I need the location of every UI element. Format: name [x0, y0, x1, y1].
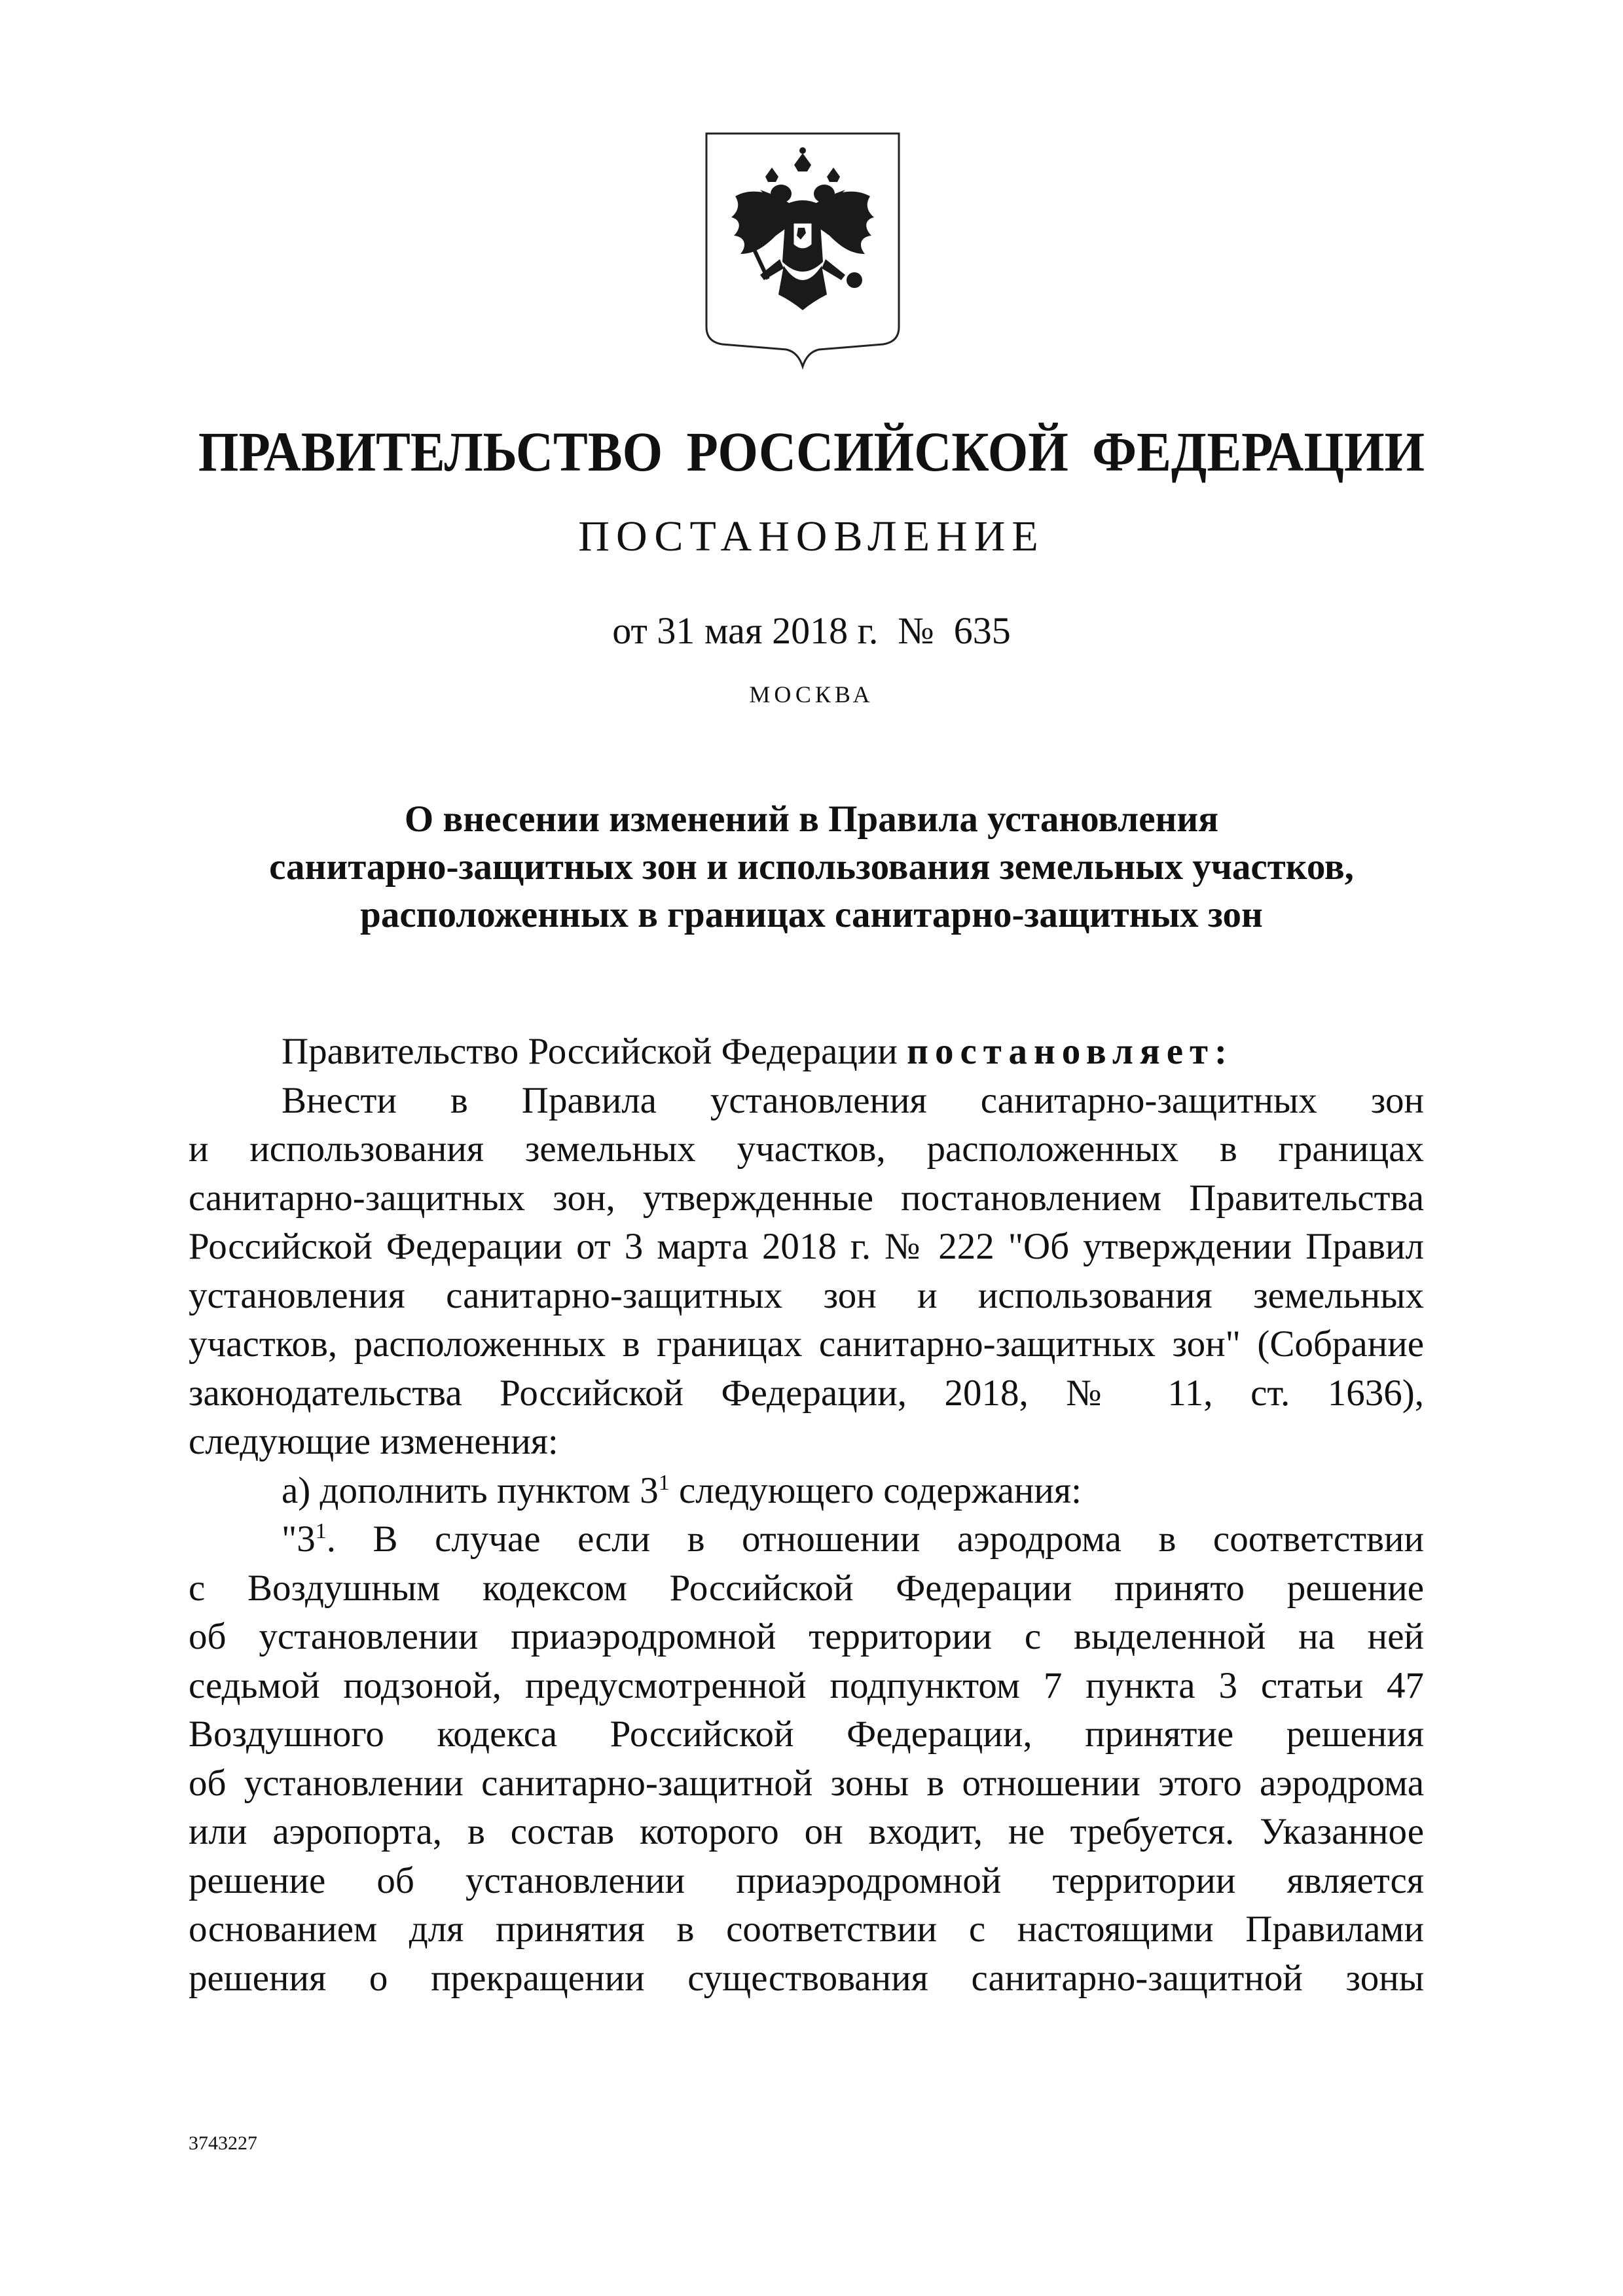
body-text: следующего содержания:: [669, 1469, 1082, 1511]
body-text: Правительство Российской Федерации: [282, 1031, 907, 1072]
quote-open: "3: [282, 1518, 316, 1560]
body-line: Воздушного кодекса Российской Федерации, принятие решения: [189, 1713, 1424, 1755]
body-line: об установлении приаэродромной территории с выделенной на ней: [189, 1616, 1424, 1657]
coat-of-arms-emblem: [702, 131, 903, 370]
document-body: [189, 1028, 1424, 2003]
body-line: седьмой подзоной, предусмотренной подпунктом 7 пункта 3 статьи 47: [189, 1664, 1424, 1706]
body-line: основанием для принятия в соответствии с настоящими Правилами: [189, 1909, 1424, 1950]
document-date-line: [0, 609, 1623, 653]
body-line: участков, расположенных в границах санитарно-защитных зон" (Собрание: [189, 1323, 1424, 1365]
body-line: Российской Федерации от 3 марта 2018 г. № 222 "Об утверждении Правил: [189, 1226, 1424, 1267]
body-line: [189, 1028, 1424, 1077]
body-line: установления санитарно-защитных зон и использования земельных: [189, 1274, 1424, 1316]
double-headed-eagle-icon: [702, 131, 903, 370]
decree-word: постановляет:: [907, 1031, 1234, 1072]
document-type: ПОСТАНОВЛЕНИЕ: [578, 512, 1045, 560]
number-sign: №: [898, 609, 934, 652]
body-text: . В случае если в отношении аэродрома в соответствии: [326, 1518, 1424, 1560]
body-line: с Воздушным кодексом Российской Федерации принято решение: [189, 1567, 1424, 1609]
government-title: ПРАВИТЕЛЬСТВО РОССИЙСКОЙ ФЕДЕРАЦИИ: [198, 420, 1425, 483]
body-line: законодательства Российской Федерации, 2018, № 11, ст. 1636),: [189, 1372, 1424, 1414]
body-line: следующие изменения:: [189, 1421, 558, 1462]
document-subject: [196, 795, 1427, 939]
body-line: [189, 1467, 1424, 1516]
document-date: от 31 мая 2018 г.: [612, 609, 879, 652]
body-line: об установлении санитарно-защитной зоны в отношении этого аэродрома: [189, 1762, 1424, 1804]
registry-number: 3743227: [189, 2132, 257, 2154]
body-line: и использования земельных участков, расположенных в границах: [189, 1128, 1424, 1170]
city-name: МОСКВА: [749, 681, 874, 708]
subject-line: расположенных в границах санитарно-защитных зон: [360, 894, 1263, 935]
body-line: решения о прекращении существования санитарно-защитной зоны: [189, 1957, 1424, 1999]
subject-line: санитарно-защитных зон и использования земельных участков,: [269, 846, 1354, 888]
body-text: [282, 1515, 327, 1564]
superscript: 1: [658, 1470, 670, 1495]
subject-line: О внесении изменений в Правила установления: [404, 798, 1219, 840]
body-text: а) дополнить пунктом 3: [282, 1469, 659, 1511]
document-number: 635: [953, 609, 1011, 652]
body-line: [189, 1515, 1424, 1564]
body-line: санитарно-защитных зон, утвержденные постановлением Правительства: [189, 1177, 1424, 1219]
body-line: или аэропорта, в состав которого он входит, не требуется. Указанное: [189, 1811, 1424, 1852]
body-line: Внести в Правила установления санитарно-защитных зон: [282, 1079, 1424, 1121]
body-line: решение об установлении приаэродромной территории является: [189, 1859, 1424, 1901]
superscript: 1: [315, 1519, 327, 1543]
